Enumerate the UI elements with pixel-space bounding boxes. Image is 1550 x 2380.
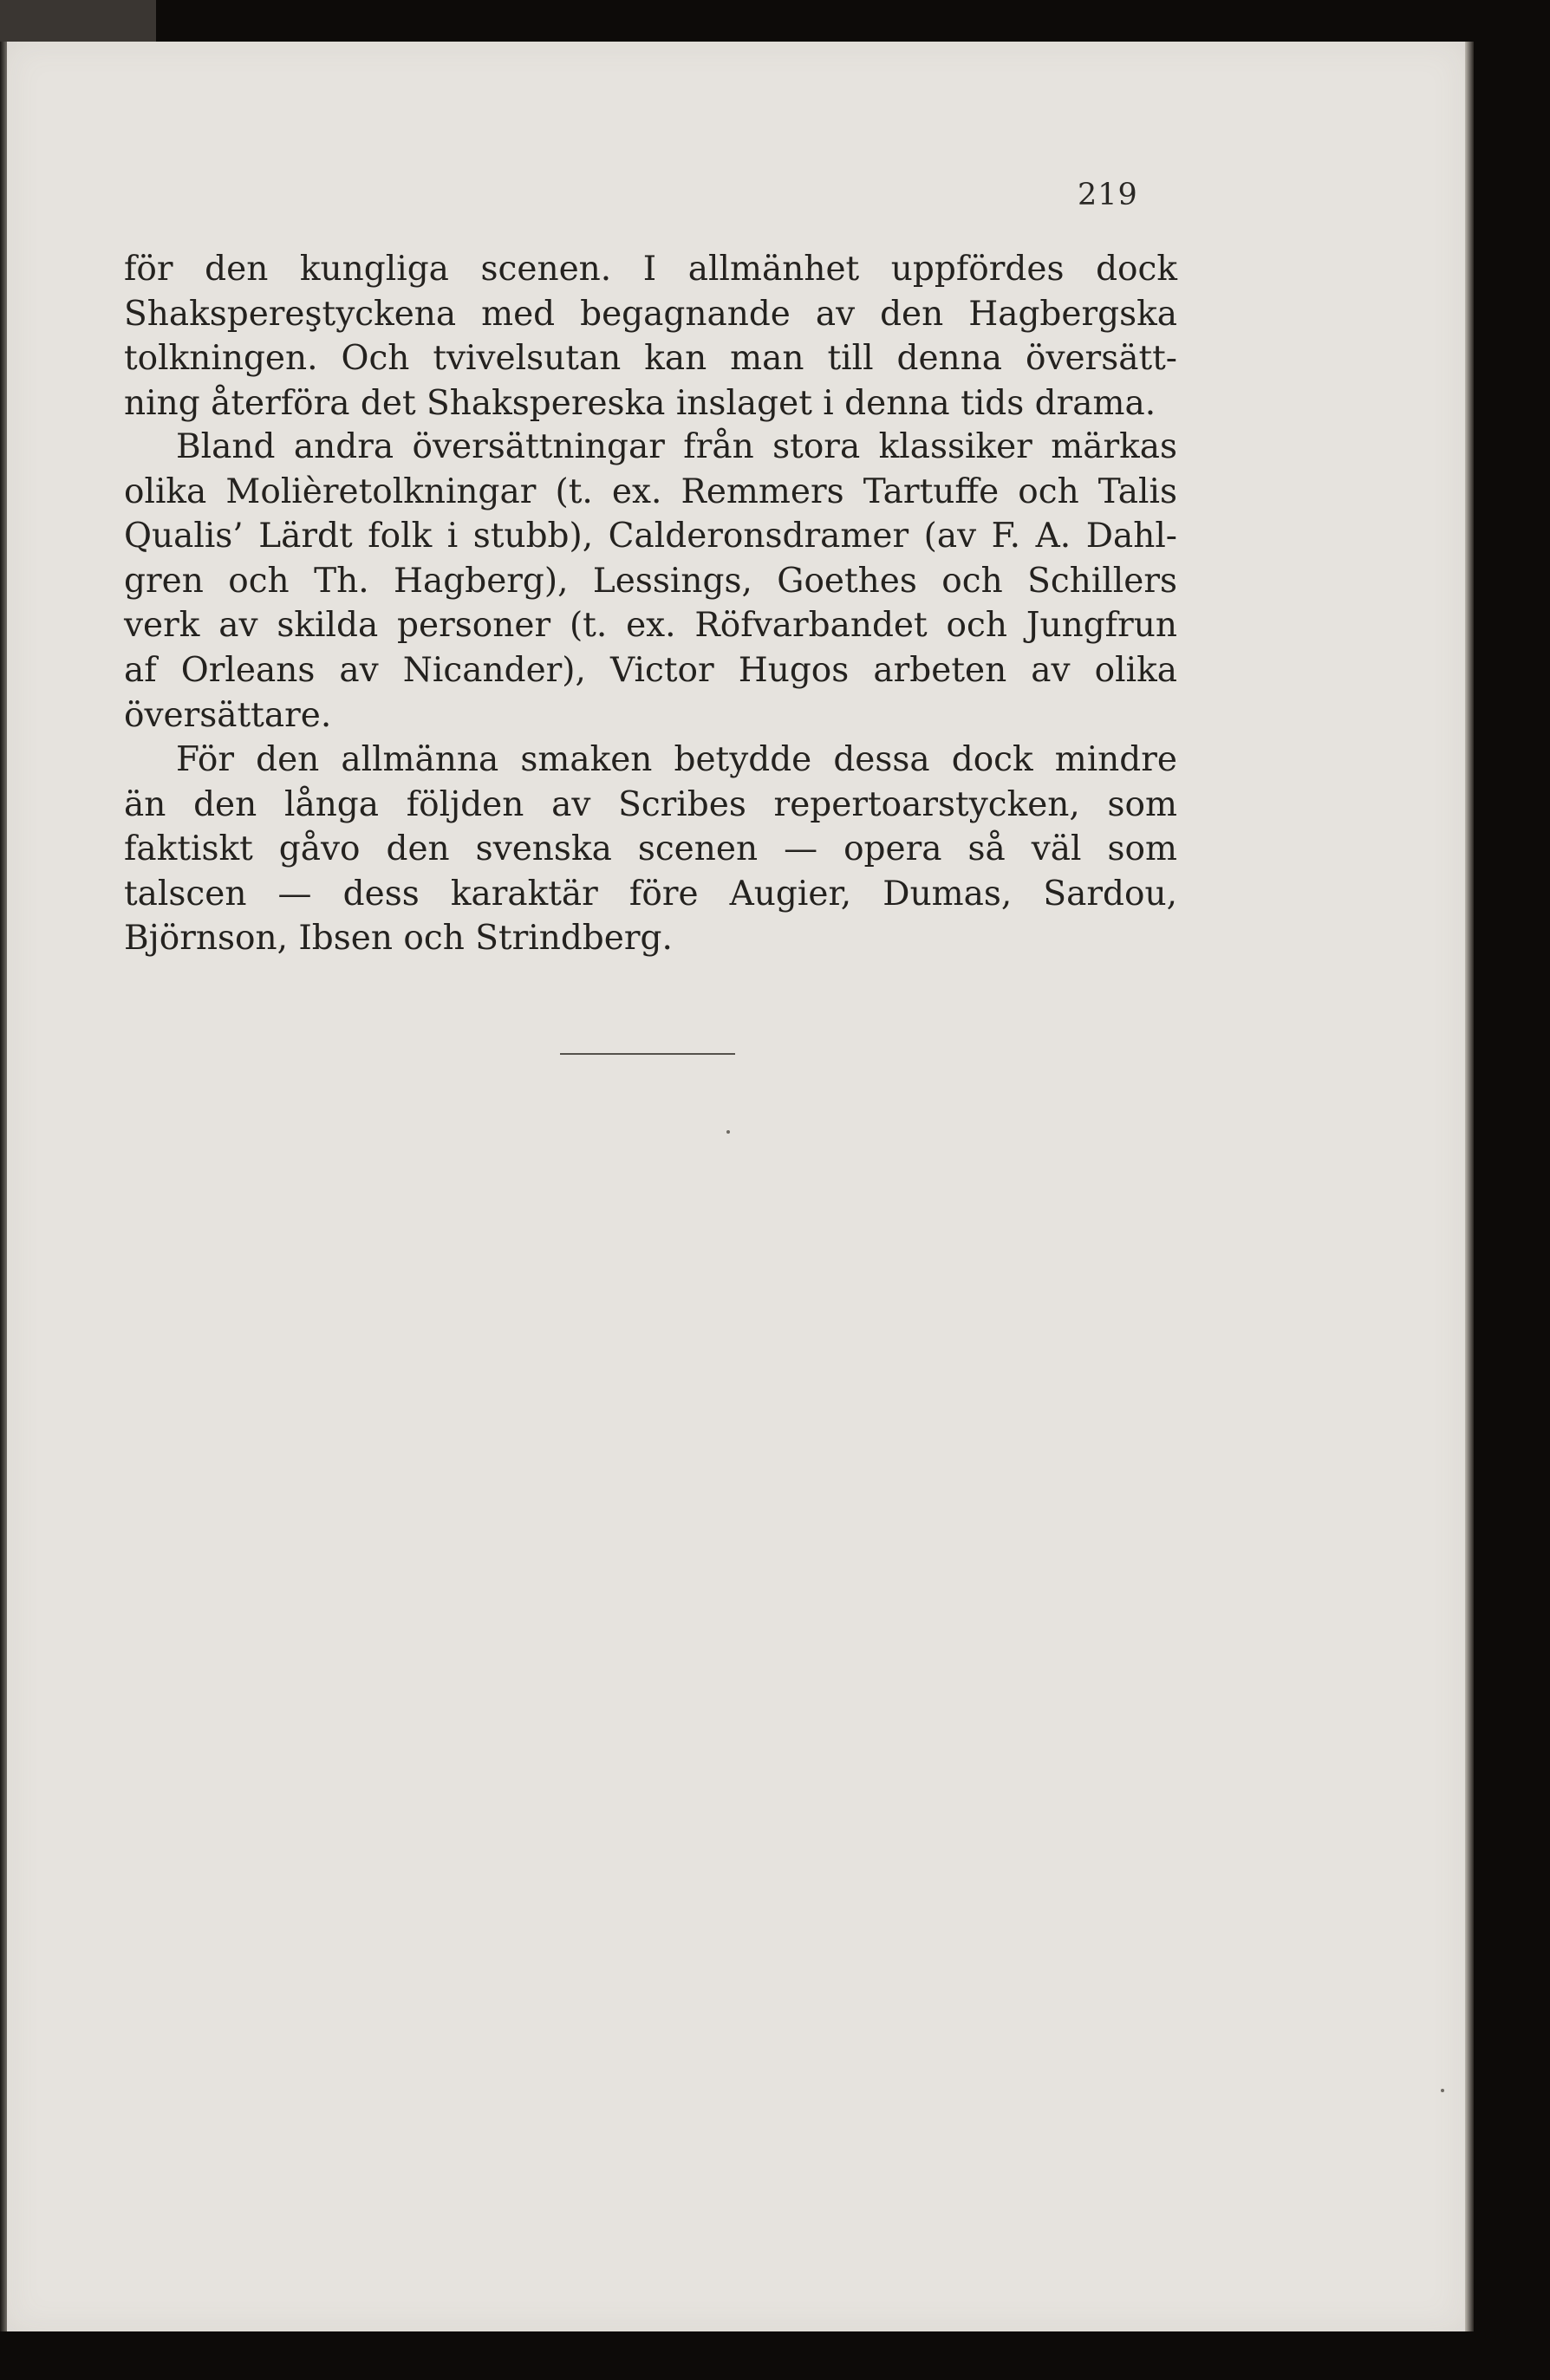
text-line: faktiskt gåvo den svenska scenen — opera så väl som (124, 829, 1177, 869)
paragraph-3 (124, 738, 1177, 961)
paragraph-1 (124, 247, 1177, 426)
scan-border-tab (0, 0, 156, 43)
page-right-edge (1465, 42, 1474, 2331)
text-line: tolkningen. Och tvivelsutan kan man till denna översätt- (124, 339, 1177, 379)
page-number: 219 (1078, 178, 1138, 212)
section-divider (560, 1053, 735, 1055)
text-line: än den långa följden av Scribes repertoarstycken, som (124, 784, 1177, 824)
paper-speck (726, 1130, 730, 1134)
text-line: Qualis’ Lärdt folk i stubb), Calderonsdramer (av F. A. Dahl- (124, 517, 1177, 556)
text-line: talscen — dess karaktär före Augier, Dumas, Sardou, (124, 874, 1177, 914)
text-line: olika Molièretolkningar (t. ex. Remmers Tartuffe och Talis (124, 471, 1177, 511)
text-line: Bland andra översättningar från stora klassiker märkas (176, 427, 1177, 466)
text-line: översättare. (124, 695, 332, 735)
text-line: För den allmänna smaken betydde dessa dock mindre (176, 740, 1177, 779)
text-line: af Orleans av Nicander), Victor Hugos arbeten av olika (124, 650, 1177, 690)
text-line: ning återföra det Shakspereska inslaget i denna tids drama. (124, 383, 1156, 423)
text-line: verk av skilda personer (t. ex. Röfvarbandet och Jungfrun (124, 606, 1177, 646)
text-line: Björnson, Ibsen och Strindberg. (124, 919, 673, 959)
paper-speck (1441, 2089, 1444, 2092)
text-line: Shakspereştyckena med begagnande av den Hagbergska (124, 294, 1177, 334)
paragraph-2 (124, 425, 1177, 738)
text-line: för den kungliga scenen. I allmänhet uppfördes dock (124, 250, 1177, 289)
text-line: gren och Th. Hagberg), Lessings, Goethes och Schillers (124, 561, 1177, 601)
